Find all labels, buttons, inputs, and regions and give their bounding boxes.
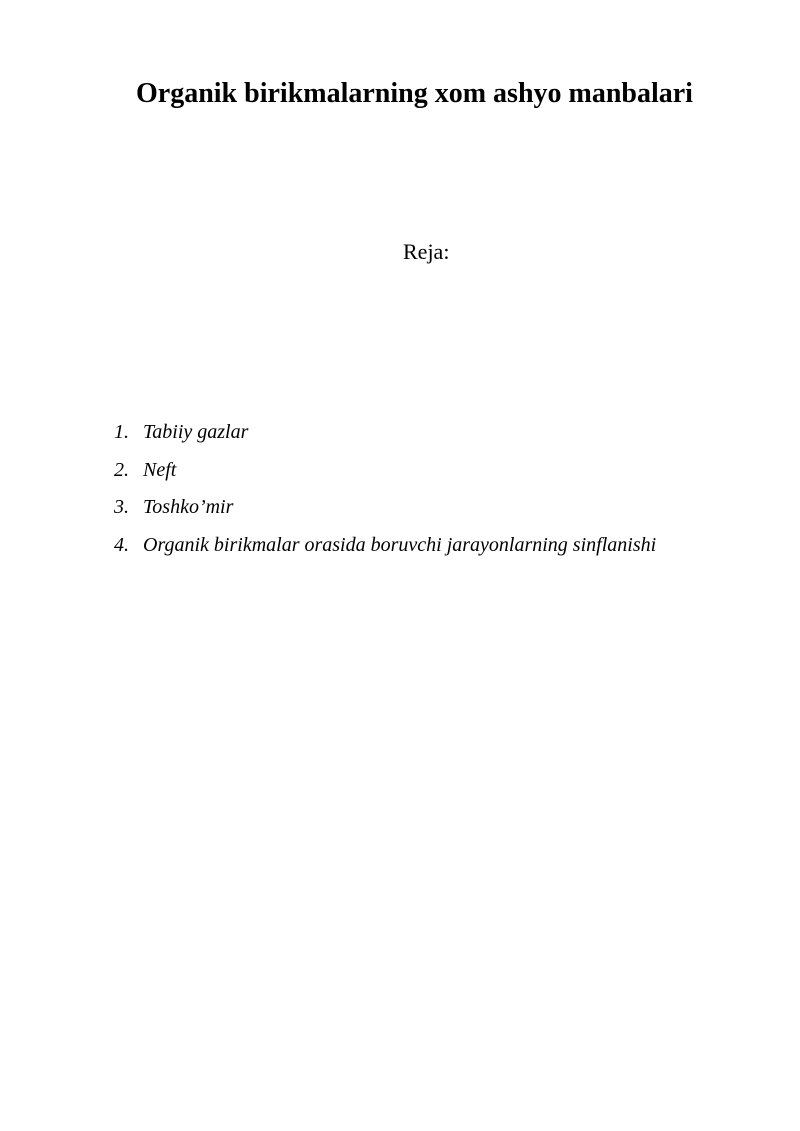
plan-item-4 xyxy=(114,531,774,569)
plan-item-label: Neft xyxy=(143,458,177,481)
plan-item-label: Tabiiy gazlar xyxy=(143,421,249,443)
plan-heading: Reja: xyxy=(403,239,450,264)
plan-item-number: 1. xyxy=(114,421,129,443)
plan-item-3 xyxy=(114,493,774,531)
plan-item-number: 2. xyxy=(114,458,129,481)
document-title: Organik birikmalarning xom ashyo manbalari xyxy=(136,78,693,109)
plan-item-1 xyxy=(114,418,774,456)
plan-item-2 xyxy=(114,456,774,494)
plan-item-label: Organik birikmalar orasida boruvchi jarayonlarning sinflanishi xyxy=(143,533,657,556)
plan-item-label: Toshko’mir xyxy=(143,496,234,518)
plan-list xyxy=(114,418,774,568)
plan-item-number: 3. xyxy=(114,496,129,518)
plan-item-number: 4. xyxy=(114,533,129,556)
